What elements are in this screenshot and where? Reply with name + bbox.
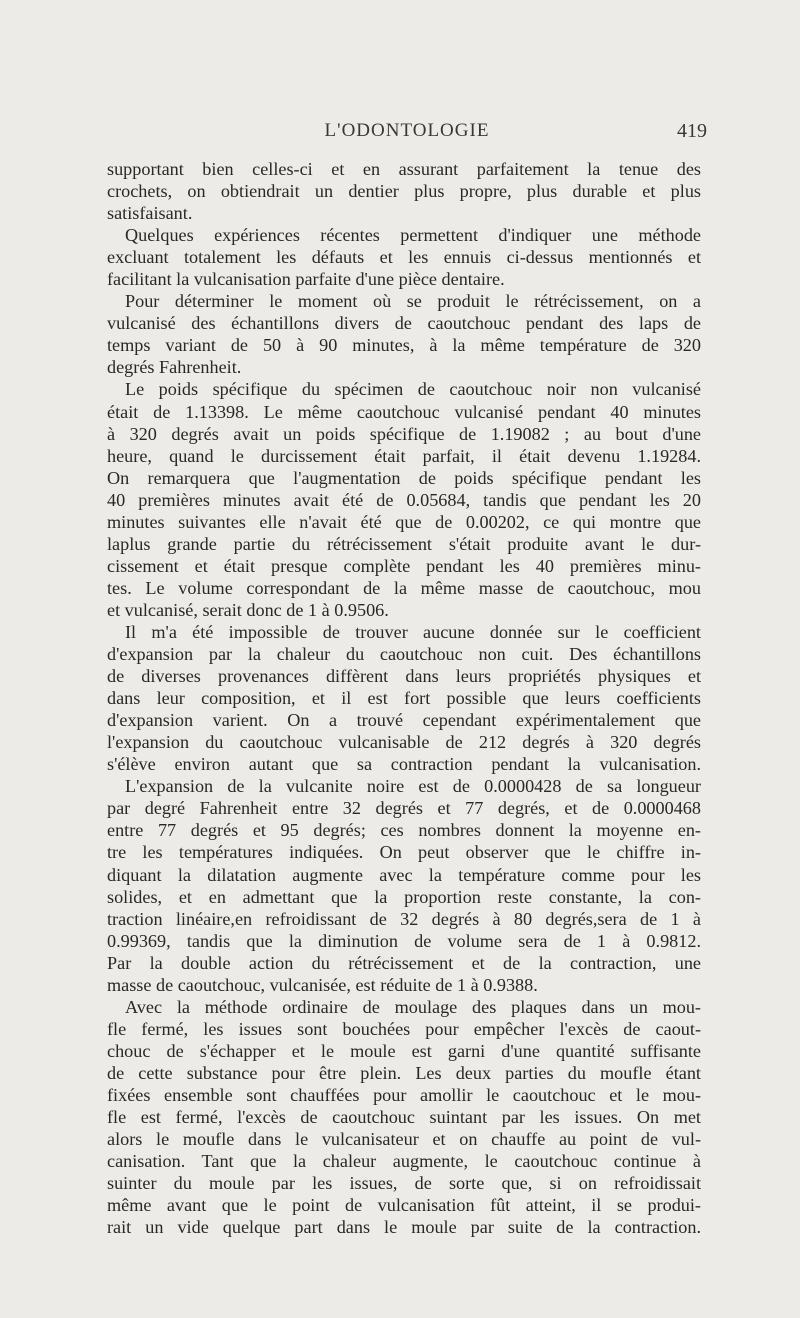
text-line: canisation. Tant que la chaleur augmente, le caoutchouc continue à (107, 1151, 701, 1172)
text-line: Quelques expériences récentes permettent d'indiquer une méthode (125, 225, 701, 246)
text-line: suinter du moule par les issues, de sorte que, si on refroidissait (107, 1173, 701, 1194)
text-line: temps variant de 50 à 90 minutes, à la même température de 320 (107, 335, 701, 356)
text-line: Il m'a été impossible de trouver aucune donnée sur le coefficient (125, 621, 701, 642)
text-line: par degré Fahrenheit entre 32 degrés et 77 degrés, et de 0.0000468 (107, 798, 701, 819)
text-line: tre les températures indiquées. On peut observer que le chiffre in- (107, 842, 701, 863)
text-line: On remarquera que l'augmentation de poids spécifique pendant les (107, 467, 701, 488)
text-line: Pour déterminer le moment où se produit le rétrécissement, on a (125, 291, 701, 312)
text-line: entre 77 degrés et 95 degrés; ces nombres donnent la moyenne en- (107, 820, 701, 841)
text-line: traction linéaire,en refroidissant de 32 degrés à 80 degrés,sera de 1 à (107, 908, 701, 929)
text-line: excluant totalement les défauts et les ennuis ci-dessus mentionnés et (107, 247, 701, 268)
text-line: heure, quand le durcissement était parfait, il était devenu 1.19284. (107, 445, 701, 466)
text-line: fle est fermé, l'excès de caoutchouc suintant par les issues. On met (107, 1107, 701, 1128)
text-line: Avec la méthode ordinaire de moulage des plaques dans un mou- (125, 996, 701, 1017)
text-line: d'expansion varient. On a trouvé cependant expérimentalement que (107, 710, 701, 731)
text-line: crochets, on obtiendrait un dentier plus propre, plus durable et plus (107, 181, 701, 202)
text-line: Par la double action du rétrécissement et de la contraction, une (107, 952, 701, 973)
body-text (107, 158, 701, 1238)
text-line: de cette substance pour être plein. Les deux parties du moufle étant (107, 1062, 701, 1083)
text-line: masse de caoutchouc, vulcanisée, est réduite de 1 à 0.9388. (107, 974, 538, 995)
text-line: 0.99369, tandis que la diminution de volume sera de 1 à 0.9812. (107, 930, 701, 951)
text-line: chouc de s'échapper et le moule est garni d'une quantité suffisante (107, 1040, 701, 1061)
text-line: fixées ensemble sont chauffées pour amollir le caoutchouc et le mou- (107, 1084, 701, 1105)
text-line: de diverses provenances diffèrent dans leurs propriétés physiques et (107, 666, 701, 687)
text-line: fle fermé, les issues sont bouchées pour empêcher l'excès de caout- (107, 1018, 701, 1039)
text-line: solides, et en admettant que la proportion reste constante, la con- (107, 886, 701, 907)
text-line: s'élève environ autant que sa contraction pendant la vulcanisation. (107, 754, 701, 775)
text-line: degrés Fahrenheit. (107, 357, 242, 378)
text-line: minutes suivantes elle n'avait été que de 0.00202, ce qui montre que (107, 511, 701, 532)
text-line: cissement et était presque complète pendant les 40 premières minu- (107, 555, 701, 576)
text-line: tes. Le volume correspondant de la même masse de caoutchouc, mou (107, 577, 701, 598)
text-line: à 320 degrés avait un poids spécifique de 1.19082 ; au bout d'une (107, 423, 701, 444)
text-line: vulcanisé des échantillons divers de caoutchouc pendant des laps de (107, 313, 701, 334)
text-line: Le poids spécifique du spécimen de caoutchouc noir non vulcanisé (125, 379, 701, 400)
text-line: facilitant la vulcanisation parfaite d'une pièce dentaire. (107, 269, 505, 290)
text-line: même avant que le point de vulcanisation fût atteint, il se produi- (107, 1195, 701, 1216)
text-line: laplus grande partie du rétrécissement s'était produite avant le dur- (107, 533, 701, 554)
text-line: et vulcanisé, serait donc de 1 à 0.9506. (107, 599, 389, 620)
text-line: diquant la dilatation augmente avec la température comme pour les (107, 864, 701, 885)
text-line: était de 1.13398. Le même caoutchouc vulcanisé pendant 40 minutes (107, 401, 701, 422)
page-number: 419 (677, 120, 707, 142)
running-title: L'ODONTOLOGIE (324, 120, 490, 141)
text-line: l'expansion du caoutchouc vulcanisable de 212 degrés à 320 degrés (107, 732, 701, 753)
text-line: supportant bien celles-ci et en assurant parfaitement la tenue des (107, 159, 701, 179)
text-line: satisfaisant. (107, 203, 193, 224)
text-line: 40 premières minutes avait été de 0.05684, tandis que pendant les 20 (107, 489, 701, 510)
text-line: dans leur composition, et il est fort possible que leurs coefficients (107, 688, 701, 709)
text-line: alors le moufle dans le vulcanisateur et on chauffe au point de vul- (107, 1129, 701, 1150)
running-head (107, 120, 707, 146)
text-line: d'expansion par la chaleur du caoutchouc non cuit. Des échantillons (107, 644, 701, 665)
text-line: rait un vide quelque part dans le moule par suite de la contraction. (107, 1217, 701, 1238)
text-line: L'expansion de la vulcanite noire est de 0.0000428 de sa longueur (125, 776, 701, 797)
